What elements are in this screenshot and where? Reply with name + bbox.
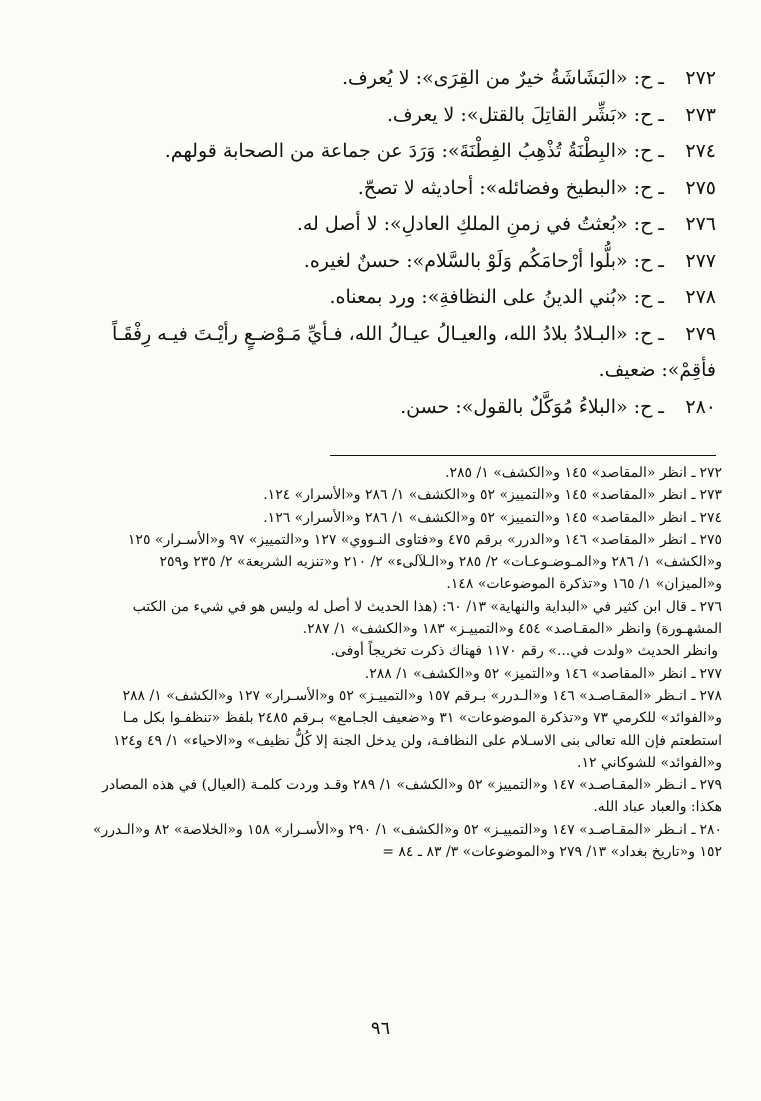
footnote-272 xyxy=(92,462,722,484)
footnote-number: ٢٧٣ xyxy=(699,487,722,504)
entry-text: ـ ح: «البلاءُ مُوَكَّلٌ بالقول»: حسن. xyxy=(400,395,664,418)
footnote-text: ـ انظر «المقاصد» ١٤٥ و«الكشف» ١/ ٢٨٥. xyxy=(445,465,696,481)
footnote-text: ـ انـظر «المقـاصـد» ١٤٧ و«التمييز» ٥٢ و«الكشف» ١/ ٢٨٩ وقـد وردت كلمـة (العيال) في هذه المصادر هكذا: والعباد عباد الله. xyxy=(102,777,722,816)
entry-text: ـ ح: «بَشِّر القاتِلَ بالقتل»: لا يعرف. xyxy=(386,103,664,126)
footnote-text: وانظر الحديث «ولدت في...» رقم ١١٧٠ فهناك ذكرت تخريجاً أوفى. xyxy=(330,643,718,660)
main-text xyxy=(88,60,716,425)
entry-number: ٢٧٧ xyxy=(685,249,716,272)
footnote-274 xyxy=(92,507,722,529)
footnote-text: ـ انـظر «المقـاصـد» ١٤٧ و«التمييـز» ٥٢ و«الكشف» ١/ ٢٩٠ و«الأسـرار» ١٥٨ و«الخلاصة» ٨٢ و«الـدرر» ١٥٢ و«تاريخ بغداد» ١٣/ ٢٧٩ و«الموضوعات» ٣/ ٨٣ ـ ٨٤ = xyxy=(92,821,722,861)
footnote-number: ٢٧٢ xyxy=(699,465,722,481)
entry-number: ٢٧٢ xyxy=(685,67,716,89)
entry-272 xyxy=(88,60,716,97)
footnote-278 xyxy=(92,685,722,774)
entry-text: ـ ح: «بُعثتُ في زمنِ الملكِ العادلِ»: لا أصل له. xyxy=(296,213,664,235)
footnotes xyxy=(92,462,722,863)
footnote-number: ٢٧٩ xyxy=(699,777,722,794)
footnote-text: ـ انـظر «المقـاصـد» ١٤٦ و«الـدرر» بـرقم ١٥٧ و«التمييـز» ٥٢ و«الأسـرار» ١٢٧ و«الكشف» ١/ ٢٨٨ و«الفوائد» للكرمي ٧٣ و«تذكرة الموضوعات» ٣١ و«ضعيف الجـامع» بـرقم ٢٤٨٥ بلفظ «تنظفـوا بكل مـا استطعتم فإن الله تعالى بنى الاسـلام على النظافـة، ولن يدخل الجنة إلا كُلُّ نظيف» و«الاحياء» ١/ ٤٩ و١٢٤ و«الفوائد» للشوكاني ١٢. xyxy=(113,687,722,771)
footnote-277 xyxy=(92,663,722,685)
footnote-280 xyxy=(92,819,722,864)
footnote-text: ـ انظر «المقاصد» ١٤٥ و«التمييز» ٥٢ و«الكشف» ١/ ٢٨٦ و«الأسرار» ١٢٤. xyxy=(263,487,696,504)
entry-number: ٢٧٦ xyxy=(685,213,716,235)
footnote-276-continued xyxy=(92,640,722,662)
entry-number: ٢٧٣ xyxy=(685,103,716,126)
footnote-text: ـ انظر «المقاصد» ١٤٦ و«التميز» ٥٢ و«الكشف» ١/ ٢٨٨. xyxy=(364,665,696,682)
entry-text: ـ ح: «بلُّوا أرْحامَكُم وَلَوْ بالسَّلام»: حسنٌ لغيره. xyxy=(303,249,664,272)
page-number: ٩٦ xyxy=(370,1018,391,1039)
footnote-273 xyxy=(92,484,722,506)
entry-number: ٢٧٥ xyxy=(685,176,716,199)
entry-text: ـ ح: «بُني الدينُ على النظافةِ»: ورد بمعناه. xyxy=(329,286,664,308)
footnote-number: ٢٧٨ xyxy=(699,687,722,704)
footnote-text: ـ قال ابن كثير في «البداية والنهاية» ١٣/ ٦٠: (هذا الحديث لا أصل له وليس هو في شيء من الكتب المشهـورة) وانظر «المقـاصد» ٤٥٤ و«التمييـز» ١٨٣ و«الكشف» ١/ ٢٨٧. xyxy=(132,598,722,638)
entry-279 xyxy=(88,316,716,389)
footnote-number: ٢٧٦ xyxy=(699,598,722,615)
entry-text: ـ ح: «البِطْنَةُ تُذْهِبُ الفِطْنَةَ»: وَرَدَ عن جماعة من الصحابة قولهم. xyxy=(164,140,664,162)
footnote-number: ٢٧٥ xyxy=(699,531,722,548)
entry-number: ٢٨٠ xyxy=(685,395,716,418)
entry-274 xyxy=(88,133,716,170)
footnote-text: ـ انظر «المقاصد» ١٤٦ و«الدرر» برقم ٤٧٥ و«فتاوى النـووي» ١٢٧ و«التمييز» ٩٧ و«الأسـرار» ١٢٥ و«الكشف» ١/ ٢٨٦ و«المـوضـوعـات» ٢/ ٢٨٥ و«الـلآلىء» ٢/ ٢١٠ و«تنزيه الشريعة» ٢/ ٢٣٥ و٢٥٩ و«الميزان» ١/ ١٦٥ و«تذكرة الموضوعات» ١٤٨. xyxy=(127,531,722,593)
entry-275 xyxy=(88,170,716,207)
footnote-279 xyxy=(92,774,722,819)
entry-276 xyxy=(88,206,716,243)
entry-277 xyxy=(88,243,716,280)
entry-number: ٢٧٨ xyxy=(685,286,716,308)
footnote-276 xyxy=(92,596,722,641)
footnote-number: ٢٧٤ xyxy=(699,509,722,526)
entry-text: ـ ح: «البَشَاشَةُ خيرٌ من القِرَى»: لا يُعرف. xyxy=(342,67,664,89)
entry-text: ـ ح: «البطيخ وفضائله»: أحاديثه لا تصحّ. xyxy=(357,176,664,199)
footnote-text: ـ انظر «المقاصد» ١٤٥ و«التمييز» ٥٢ و«الكشف» ١/ ٢٨٦ و«الأسرار» ١٢٦. xyxy=(263,509,696,526)
footnote-divider xyxy=(330,455,716,456)
entry-number: ٢٧٤ xyxy=(685,140,716,162)
entry-number: ٢٧٩ xyxy=(685,322,716,345)
footnote-275 xyxy=(92,529,722,596)
footnote-number: ٢٧٧ xyxy=(699,665,722,682)
entry-280 xyxy=(88,389,716,426)
footnote-number: ٢٨٠ xyxy=(699,821,722,838)
entry-text: ـ ح: «البـلادُ بلادُ الله، والعيـالُ عيـالُ الله، فـأيِّ مَـوْضـعٍ رأيْـتَ فيـه رِفْقَـاً فأقِمْ»: ضعيف. xyxy=(112,322,716,381)
entry-273 xyxy=(88,97,716,134)
entry-278 xyxy=(88,279,716,316)
